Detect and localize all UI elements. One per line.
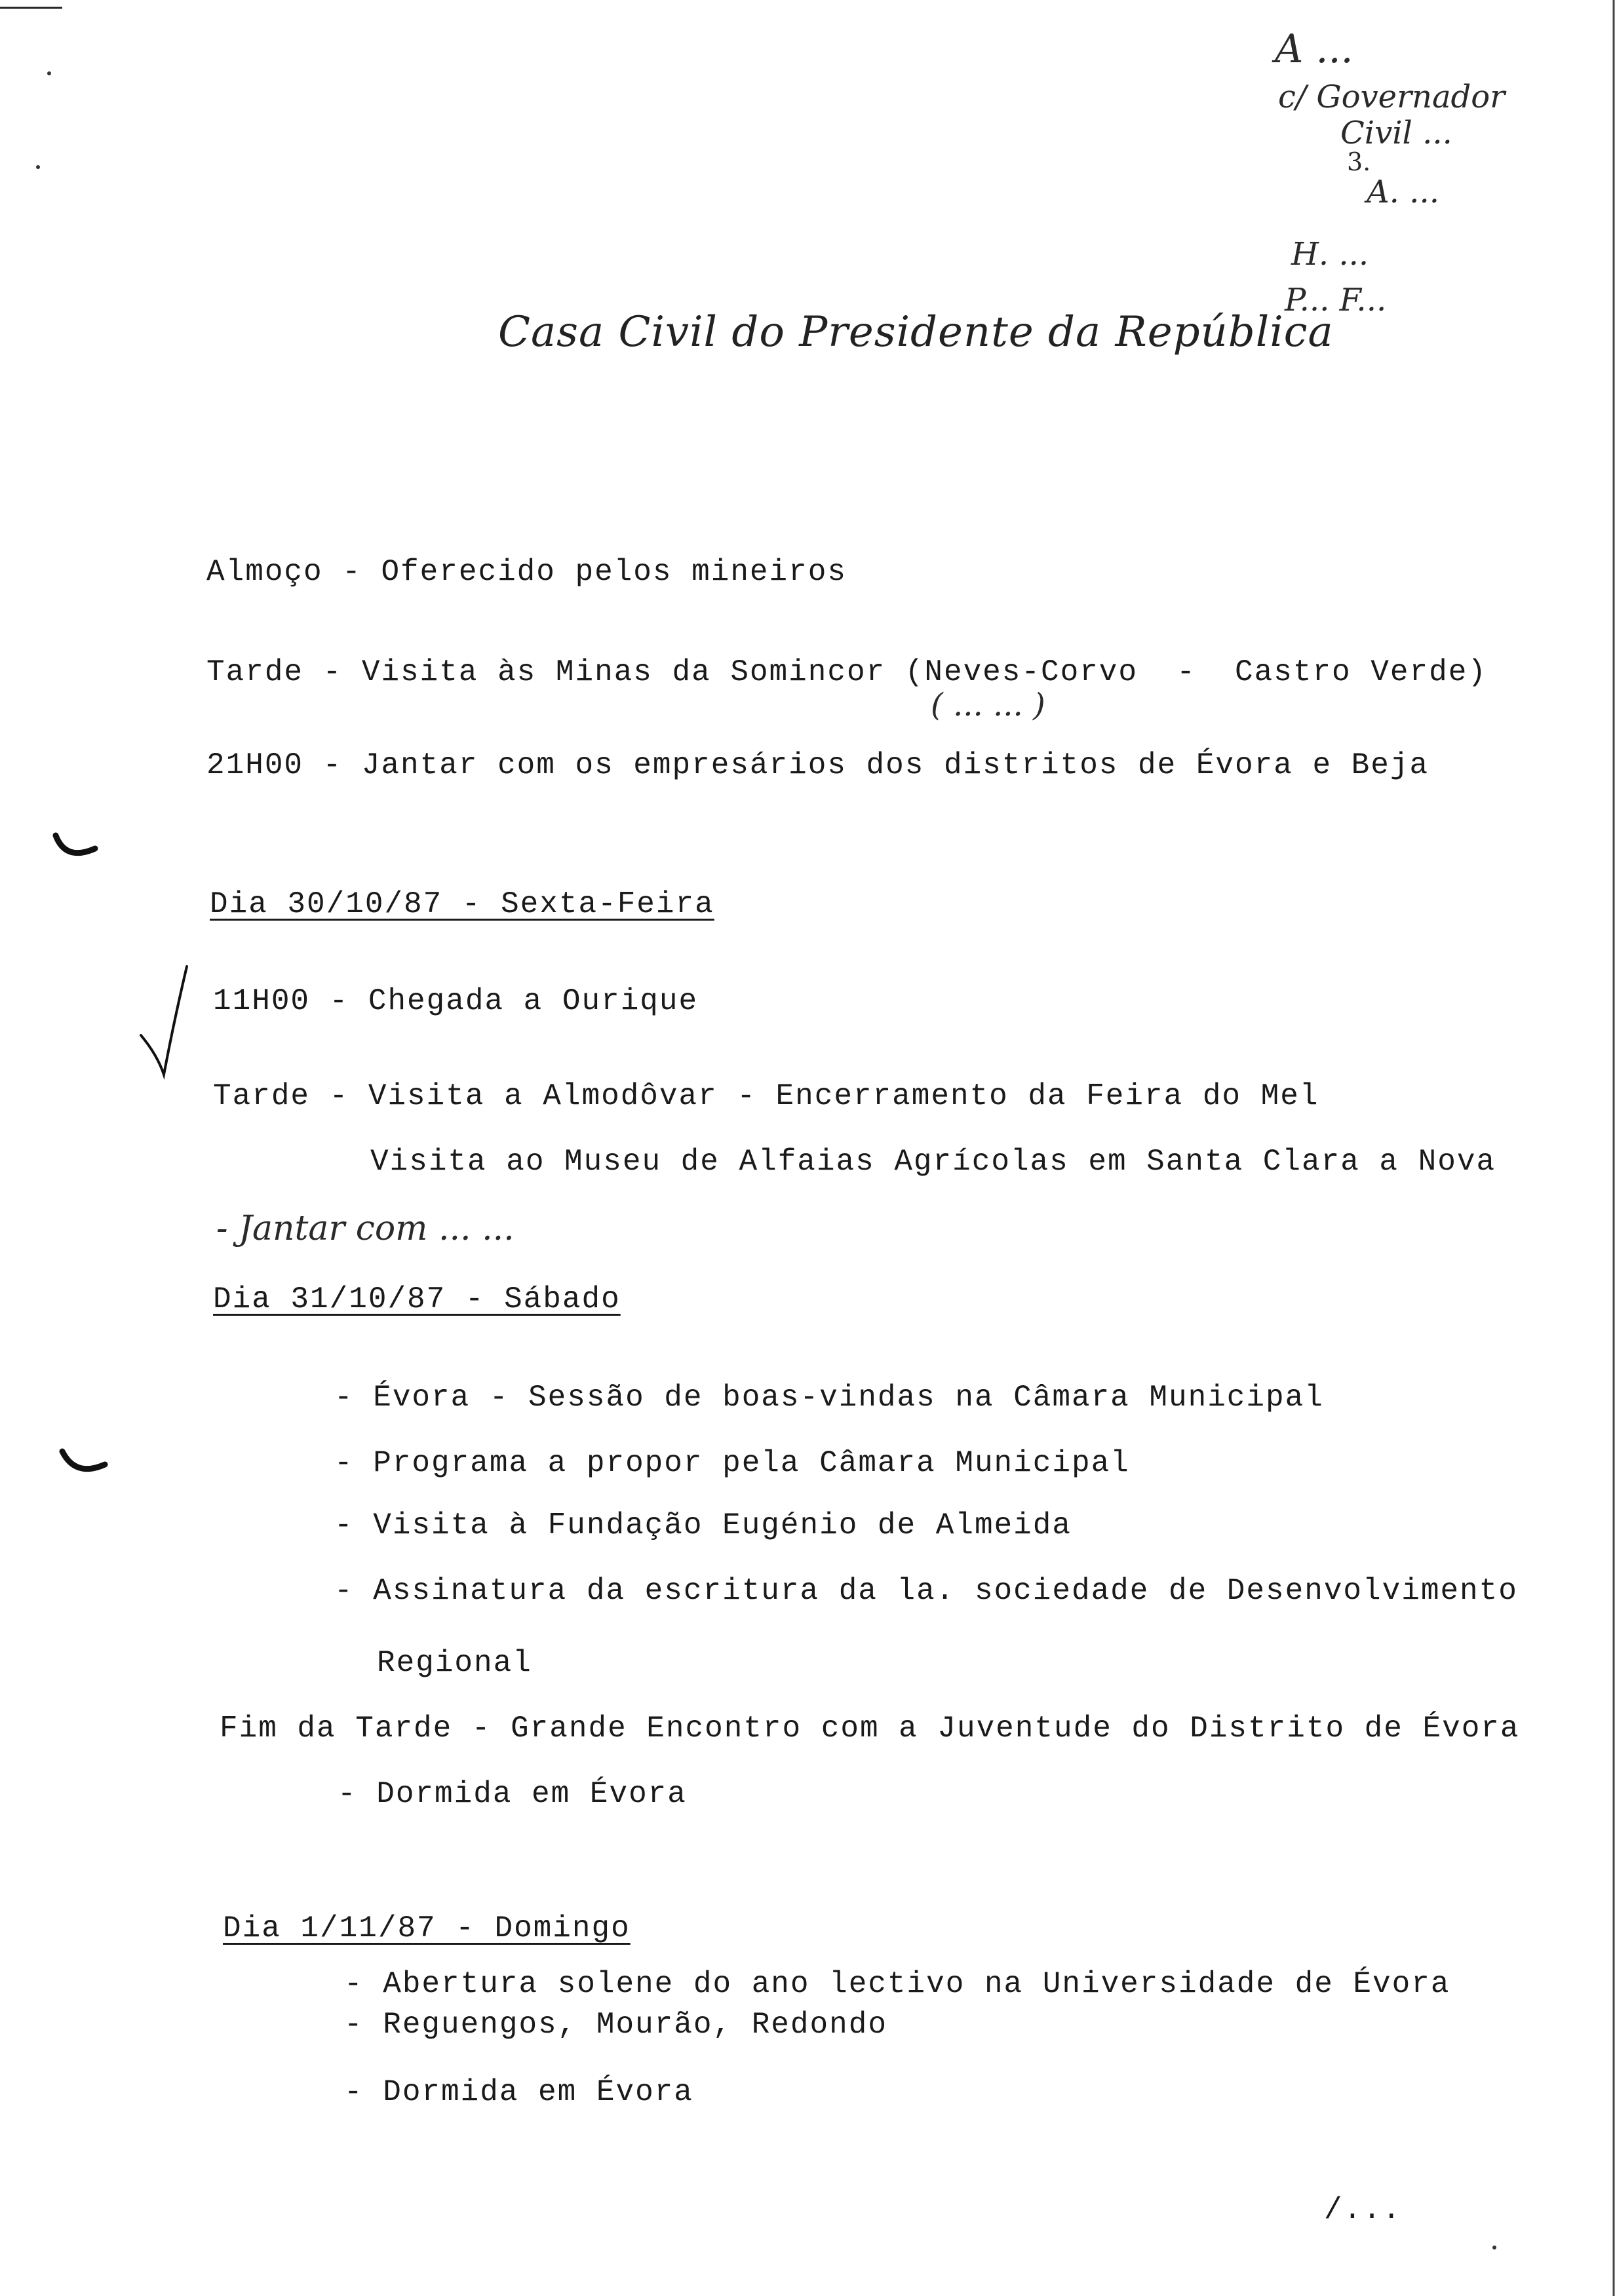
handwritten-note-7: P... F...: [1285, 282, 1387, 318]
text-line: Tarde - Visita a Almodôvar - Encerramento da Feira do Mel: [213, 1079, 1319, 1113]
continuation-mark: /...: [1324, 2193, 1402, 2227]
scan-dot: [1492, 2246, 1496, 2249]
text-line: - Dormida em Évora: [338, 1777, 687, 1811]
text-line: 11H00 - Chegada a Ourique: [213, 984, 699, 1018]
text-line: Almoço - Oferecido pelos mineiros: [206, 555, 847, 589]
text-line: - Assinatura da escritura da la. sociedade de Desenvolvimento: [334, 1574, 1518, 1608]
handwritten-note-1: A ...: [1275, 26, 1353, 72]
handwritten-inline-note: ( ... ... ): [931, 687, 1045, 723]
text-line: Tarde - Visita às Minas da Somincor (Neves-Corvo - Castro Verde): [206, 655, 1487, 689]
scan-dot: [36, 165, 40, 169]
handwritten-note-4: 3.: [1347, 147, 1371, 176]
handwritten-note-2: c/ Governador: [1278, 79, 1506, 115]
text-line: - Dormida em Évora: [344, 2075, 693, 2109]
text-line: Visita ao Museu de Alfaias Agrícolas em Santa Clara a Nova: [370, 1145, 1496, 1179]
handwritten-note-6: H. ...: [1291, 236, 1369, 273]
section-heading-day: Dia 30/10/87 - Sexta-Feira: [210, 887, 714, 921]
handwritten-note-3: Civil ...: [1340, 115, 1452, 151]
section-heading-day: Dia 1/11/87 - Domingo: [223, 1911, 631, 1945]
text-line: Fim da Tarde - Grande Encontro com a Juventude do Distrito de Évora: [220, 1712, 1520, 1746]
handwritten-inline-note: - Jantar com ... ...: [216, 1209, 515, 1248]
text-line: - Programa a propor pela Câmara Municipal: [334, 1446, 1130, 1480]
text-line: Regional: [377, 1646, 532, 1680]
text-line: - Évora - Sessão de boas-vindas na Câmara Municipal: [334, 1381, 1324, 1415]
check-mark: [141, 966, 187, 1075]
text-line: 21H00 - Jantar com os empresários dos distritos de Évora e Beja: [206, 748, 1430, 782]
tick-mark: [62, 1451, 105, 1469]
tick-mark: [56, 835, 95, 853]
section-heading-day: Dia 31/10/87 - Sábado: [213, 1282, 621, 1316]
handwritten-note-5: A. ...: [1367, 174, 1439, 210]
scan-dot: [47, 71, 51, 75]
letterhead-title: Casa Civil do Presidente da República: [498, 308, 1334, 356]
text-line: - Visita à Fundação Eugénio de Almeida: [334, 1508, 1072, 1542]
text-line: - Reguengos, Mourão, Redondo: [344, 2008, 887, 2042]
text-line: - Abertura solene do ano lectivo na Universidade de Évora: [344, 1967, 1450, 2001]
